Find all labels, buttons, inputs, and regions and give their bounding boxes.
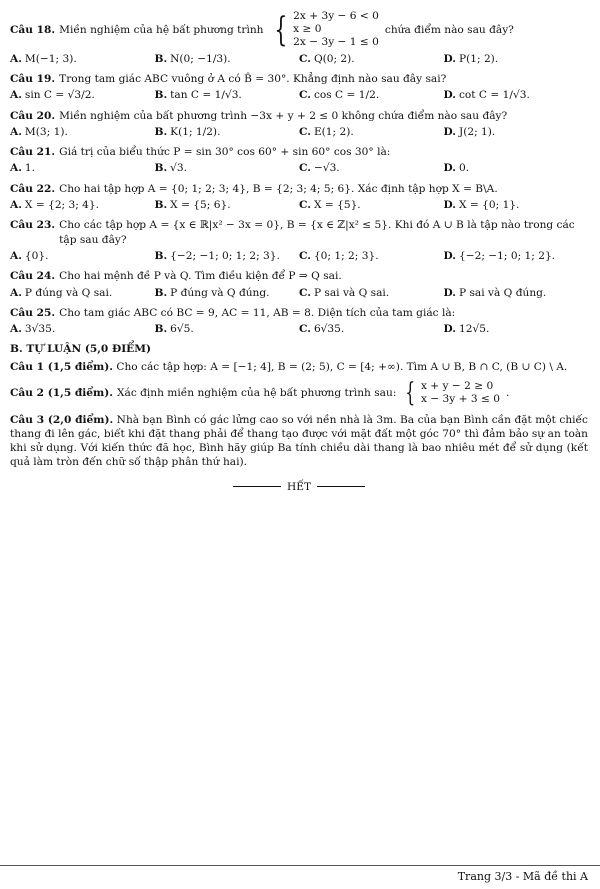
option-a[interactable]: A. {0}. [10,249,49,262]
option-d[interactable]: D. P sai và Q đúng. [443,286,547,299]
option-a[interactable]: A. sin C = √3/2. [10,89,95,102]
question-number: Câu 25. [10,306,56,319]
option-c[interactable]: C. X = {5}. [299,199,361,212]
question-text: Cho các tập hợp A = {x ∈ ℝ|x² − 3x = 0}, B = {x ∈ ℤ|x² ≤ 5}. Khi đó A ∪ B là tập nào trong các tập sau đây? [59,219,575,246]
system-line: x ≥ 0 [293,23,322,36]
option-b[interactable]: B. X = {5; 6}. [154,199,231,212]
option-a[interactable]: A. M(3; 1). [10,125,68,138]
question-number: Câu 1 (1,5 điểm). [10,360,113,373]
question-24 [10,269,588,300]
options [10,88,588,102]
option-b[interactable]: B. 6√5. [154,323,194,336]
question-text: Cho hai tập hợp A = {0; 1; 2; 3; 4}, B = {2; 3; 4; 5; 6}. Xác định tập hợp X = B\A. [59,182,498,195]
option-d[interactable]: D. J(2; 1). [443,125,496,138]
question-text: Xác định miền nghiệm của hệ bất phương trình sau: [116,387,397,400]
question-20 [10,109,588,140]
option-d[interactable]: D. cot C = 1/√3. [443,89,530,102]
option-d[interactable]: D. 0. [443,162,470,175]
question-text: Cho tam giác ABC có BC = 9, AC = 11, AB = 8. Diện tích của tam giác là: [59,306,456,319]
divider [233,486,281,487]
options [10,322,588,336]
question-text: Giá trị của biểu thức P = sin 30° cos 60° + sin 60° cos 30° là: [59,146,391,159]
brace-icon: { [405,378,416,409]
system-line: 2x − 3y − 1 ≤ 0 [293,36,379,49]
option-b[interactable]: B. {−2; −1; 0; 1; 2; 3}. [154,249,280,262]
section-heading: B. TỰ LUẬN (5,0 ĐIỂM) [10,343,151,356]
page-footer: Trang 3/3 - Mã đề thi A [457,870,588,883]
question-25 [10,306,588,337]
question-23 [10,218,588,263]
question-number: Câu 20. [10,109,56,122]
option-c[interactable]: C. 6√35. [299,323,345,336]
question-text: Miền nghiệm của bất phương trình −3x + y + 2 ≤ 0 không chứa điểm nào sau đây? [59,109,508,122]
question-number: Câu 19. [10,73,56,85]
option-a[interactable]: A. P đúng và Q sai. [10,286,113,299]
option-a[interactable]: A. 3√35. [10,323,56,336]
option-c[interactable]: C. {0; 1; 2; 3}. [299,249,379,262]
question-text: Cho các tập hợp: A = [−1; 4], B = (2; 5), C = [4; +∞). Tìm A ∪ B, B ∩ C, (B ∪ C) \ A. [116,360,568,373]
option-d[interactable]: D. {−2; −1; 0; 1; 2}. [443,249,556,262]
divider [317,486,365,487]
option-b[interactable]: B. N(0; −1/3). [154,52,231,65]
option-a[interactable]: A. M(−1; 3). [10,52,77,65]
end-marker [10,480,588,494]
essay-question-3 [10,413,588,470]
system-line: 2x + 3y − 6 < 0 [293,10,379,22]
question-22 [10,182,588,213]
question-number: Câu 21. [10,146,56,159]
options [10,125,588,139]
option-c[interactable]: C. Q(0; 2). [299,52,355,65]
options [10,161,588,175]
question-number: Câu 18. [10,23,56,36]
options [10,286,588,300]
option-b[interactable]: B. K(1; 1/2). [154,125,221,138]
essay-question-2 [10,378,588,409]
question-18 [10,10,588,66]
inequality-system [402,378,500,409]
footer-divider [0,865,600,866]
inequality-system [270,10,379,50]
question-21 [10,145,588,176]
option-a[interactable]: A. X = {2; 3; 4}. [10,199,100,212]
options [10,249,588,263]
option-c[interactable]: C. −√3. [299,162,340,175]
option-c[interactable]: C. P sai và Q sai. [299,286,390,299]
brace-icon: { [273,9,287,50]
options [10,52,588,66]
question-tail: . [505,387,510,400]
option-a[interactable]: A. 1. [10,162,36,175]
system-line: x − 3y + 3 ≤ 0 [420,393,500,406]
option-d[interactable]: D. 12√5. [443,323,490,336]
option-b[interactable]: B. tan C = 1/√3. [154,89,242,102]
essay-question-1 [10,360,588,374]
question-number: Câu 2 (1,5 điểm). [10,387,113,400]
system-line: x + y − 2 ≥ 0 [420,380,494,393]
option-b[interactable]: B. P đúng và Q đúng. [154,286,270,299]
question-number: Câu 23. [10,219,56,232]
question-text: Cho hai mệnh đề P và Q. Tìm điều kiện để P ⇒ Q sai. [59,270,342,283]
end-text: HẾT [286,480,312,493]
question-number: Câu 24. [10,270,56,283]
question-text: Miền nghiệm của hệ bất phương trình [59,23,264,36]
option-c[interactable]: C. cos C = 1/2. [299,89,380,102]
question-number: Câu 3 (2,0 điểm). [10,413,114,426]
question-19 [10,72,588,103]
question-tail: chứa điểm nào sau đây? [384,23,514,36]
question-text: Trong tam giác ABC vuông ở A có B̂ = 30°. Khẳng định nào sau đây sai? [59,73,447,85]
option-d[interactable]: D. X = {0; 1}. [443,199,520,212]
question-text: Nhà bạn Bình có gác lửng cao so với nền nhà là 3m. Ba của bạn Bình cần đặt một chiếc thang đi lên gác, biết khi đặt thang phải để thang tạo được với mặt đất một góc 70° thì đảm bảo sự an toàn khi sử dụng. Với kiến thức đã học, Bình hãy giúp Ba tính chiều dài thang là bao nhiêu mét để sử dụng (kết quả làm tròn đến chữ số thập phân thứ hai). [10,413,588,469]
exam-page [10,10,588,494]
option-c[interactable]: C. E(1; 2). [299,125,354,138]
options [10,198,588,212]
option-d[interactable]: D. P(1; 2). [443,52,499,65]
question-number: Câu 22. [10,182,56,195]
option-b[interactable]: B. √3. [154,162,188,175]
